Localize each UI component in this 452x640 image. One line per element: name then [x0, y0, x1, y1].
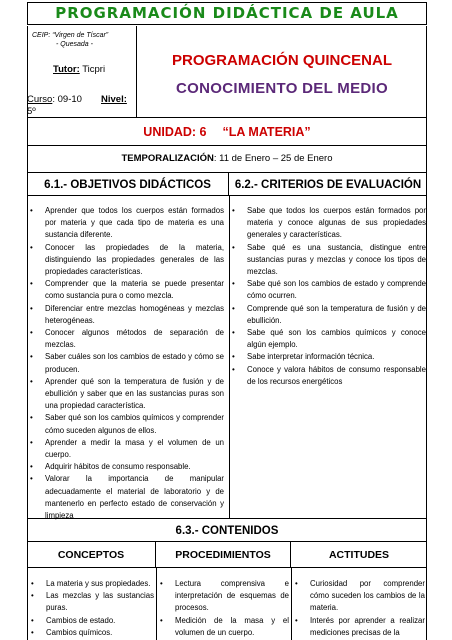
list-item: • Lectura comprensiva e interpretación de esquemas de procesos. — [157, 578, 289, 615]
list-item: • Cambios de estado. — [28, 615, 154, 627]
procedimientos-list — [157, 578, 289, 639]
curso-label: Curso — [27, 94, 53, 105]
procedimientos-heading: PROCEDIMIENTOS — [156, 542, 291, 568]
criterios-heading: 6.2.- CRITERIOS DE EVALUACIÓN — [229, 172, 427, 196]
list-item: • Sabe interpretar información técnica. — [229, 351, 426, 363]
tutor-field — [53, 64, 105, 75]
tutor-value: Ticpri — [82, 64, 106, 75]
list-item: • Aprender qué son la temperatura de fusión y de ebullición y saber que en las sustancias puras son una propiedad característica. — [27, 376, 224, 413]
header-block — [27, 26, 427, 118]
criterios-list — [229, 205, 426, 388]
temporalizacion-value: : 11 de Enero – 25 de Enero — [213, 153, 333, 164]
list-item: • Medición de la masa y el volumen de un cuerpo. — [157, 615, 289, 639]
page-title: PROGRAMACIÓN QUINCENAL — [172, 52, 392, 69]
list-item: • Sabe qué es una sustancia, distingue entre sustancias puras y mezclas y conoce los tipos de mezclas. — [229, 242, 426, 279]
actitudes-list — [292, 578, 425, 639]
unit-title — [27, 118, 427, 146]
list-item: • Comprender que la materia se puede presentar como sustancia pura o como mezcla. — [27, 278, 224, 302]
unit-number: UNIDAD: 6 — [143, 125, 207, 139]
list-item: • Saber cuáles son los cambios de estado y cómo se producen. — [27, 351, 224, 375]
conceptos-list — [28, 578, 154, 639]
school-name — [32, 31, 108, 49]
list-item: • Sabe que todos los cuerpos están formados por materia y conoce algunas de sus propiedades generales y características. — [229, 205, 426, 242]
list-item: • Diferenciar entre mezclas homogéneas y mezclas heterogéneas. — [27, 303, 224, 327]
list-item: • Conocer algunos métodos de separación de mezclas. — [27, 327, 224, 351]
list-item: • Cambios químicos. — [28, 627, 154, 639]
temporalizacion — [27, 146, 427, 172]
nivel-label: Nivel: — [101, 94, 127, 105]
tutor-label: Tutor: — [53, 64, 80, 75]
list-item: • Aprender que todos los cuerpos están formados por materia y que cada tipo de materia es una sustancia diferente. — [27, 205, 224, 242]
objetivos-list — [27, 205, 224, 522]
objetivos-heading: 6.1.- OBJETIVOS DIDÁCTICOS — [27, 172, 229, 196]
list-item: • Comprende qué son la temperatura de fusión y de ebullición. — [229, 303, 426, 327]
list-item: • Las mezclas y las sustancias puras. — [28, 590, 154, 614]
conceptos-heading: CONCEPTOS — [27, 542, 156, 568]
list-item: • Conocer las propiedades de la materia, distinguiendo las propiedades generales de las propiedades características. — [27, 242, 224, 279]
curso-value: : 09-10 — [52, 94, 82, 105]
actitudes-heading: ACTITUDES — [291, 542, 427, 568]
list-item: • Curiosidad por comprender cómo suceden los cambios de la materia. — [292, 578, 425, 615]
contenidos-heading: 6.3.- CONTENIDOS — [27, 518, 427, 542]
list-item: • Adquirir hábitos de consumo responsable. — [27, 461, 224, 473]
header-info-cell — [27, 26, 137, 118]
list-item: • Conoce y valora hábitos de consumo responsable de los recursos energéticos — [229, 364, 426, 388]
list-item: • Saber qué son los cambios químicos y comprender cómo suceden algunos de ellos. — [27, 412, 224, 436]
school-line2: - Quesada - — [56, 41, 93, 48]
school-line1: CEIP: “Virgen de Tíscar” — [32, 32, 109, 39]
page-banner: PROGRAMACIÓN DIDÁCTICA DE AULA — [27, 2, 427, 25]
list-item: • Valorar la importancia de manipular adecuadamente el material de laboratorio y de mantenerlo en perfecto estado de conservación y limpieza — [27, 473, 224, 522]
unit-name: “LA MATERIA” — [222, 125, 311, 139]
list-item: • Sabe qué son los cambios químicos y conoce algún ejemplo. — [229, 327, 426, 351]
list-item: • Aprender a medir la masa y el volumen de un cuerpo. — [27, 437, 224, 461]
list-item: • Sabe qué son los cambios de estado y comprende cómo ocurren. — [229, 278, 426, 302]
subject-title: CONOCIMIENTO DEL MEDIO — [176, 80, 388, 97]
temporalizacion-label: TEMPORALIZACIÓN — [121, 153, 214, 164]
list-item: • Interés por aprender a realizar mediciones precisas de la — [292, 615, 425, 639]
list-item: • La materia y sus propiedades. — [28, 578, 154, 590]
nivel-value: 5º — [27, 106, 36, 117]
curso-field — [27, 94, 82, 105]
